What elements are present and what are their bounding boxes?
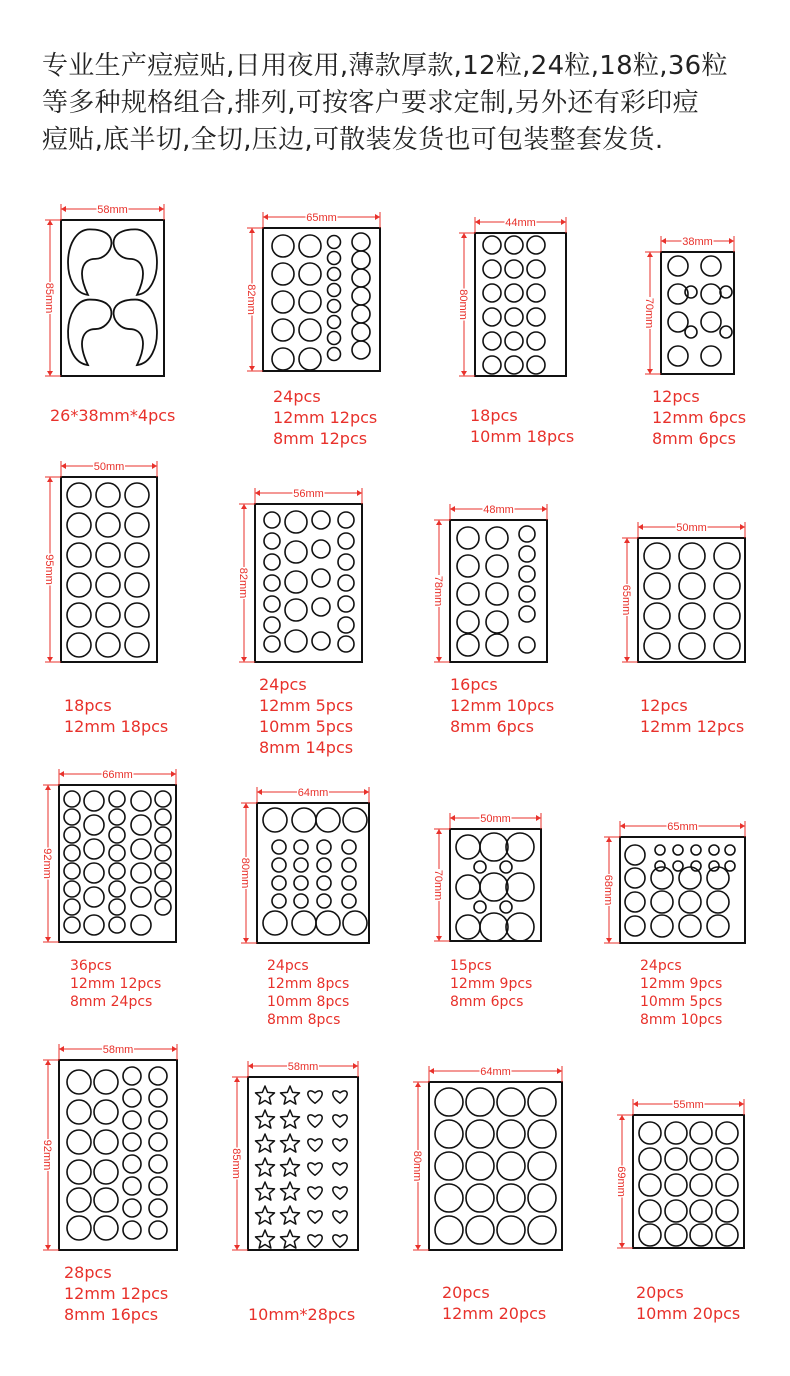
intro-line-1: 专业生产痘痘贴,日用夜用,薄款厚款,12粒,24粒,18粒,36粒	[42, 51, 728, 81]
sticker-sheet-3	[457, 216, 566, 376]
caption-size-line: 10mm 20pcs	[636, 1304, 741, 1323]
width-label: 55mm	[673, 1099, 704, 1111]
sheet-caption	[640, 957, 722, 1029]
caption-total: 10mm*28pcs	[248, 1305, 356, 1324]
caption-size-line: 12mm 9pcs	[450, 976, 533, 992]
sheet-caption	[267, 957, 349, 1029]
width-label: 64mm	[297, 787, 329, 799]
sheet-caption	[640, 695, 744, 737]
sheet-caption	[470, 405, 574, 447]
sheet-caption	[64, 1262, 168, 1325]
sticker-sheet-4	[643, 235, 734, 374]
sticker-sheet-15	[411, 1065, 562, 1250]
sheet-caption	[442, 1282, 546, 1324]
sheet-outline	[450, 520, 547, 662]
height-label: 82mm	[245, 284, 257, 315]
sticker-sheet-13	[41, 1043, 177, 1250]
caption-total: 36pcs	[70, 958, 112, 974]
height-label: 92mm	[41, 848, 53, 879]
sheet-caption	[636, 1282, 740, 1324]
sheet-outline	[61, 220, 164, 376]
caption-total: 16pcs	[450, 675, 498, 694]
height-label: 92mm	[41, 1139, 53, 1171]
caption-total: 24pcs	[259, 675, 307, 694]
caption-size-line: 12mm 10pcs	[450, 696, 555, 715]
caption-size-line: 12mm 9pcs	[640, 976, 723, 992]
height-label: 70mm	[432, 869, 444, 901]
width-label: 50mm	[93, 461, 125, 473]
width-label: 48mm	[483, 504, 514, 516]
caption-size-line: 12mm 20pcs	[442, 1304, 547, 1323]
width-label: 44mm	[505, 217, 536, 229]
width-label: 65mm	[306, 212, 337, 224]
caption-total: 24pcs	[640, 958, 682, 974]
sticker-sheet-6	[237, 487, 362, 662]
width-label: 64mm	[480, 1066, 511, 1078]
sheet-caption	[64, 695, 168, 737]
caption-size-line: 8mm 24pcs	[70, 994, 153, 1010]
sheet-caption	[450, 674, 554, 737]
caption-size-line: 12mm 5pcs	[259, 696, 354, 715]
sheet-caption	[450, 957, 532, 1011]
sticker-sheet-14	[230, 1060, 358, 1250]
caption-total: 20pcs	[442, 1283, 490, 1302]
height-label: 95mm	[43, 554, 55, 585]
caption-size-line: 8mm 16pcs	[64, 1305, 159, 1324]
caption-size-line: 12mm 12pcs	[273, 408, 378, 427]
caption-total: 18pcs	[470, 406, 518, 425]
height-label: 78mm	[432, 575, 444, 607]
caption-total: 26*38mm*4pcs	[50, 406, 176, 425]
caption-size-line: 12mm 12pcs	[640, 717, 745, 736]
sheet-outline	[638, 538, 745, 662]
sticker-sheet-1	[43, 203, 164, 376]
width-label: 50mm	[480, 813, 511, 825]
caption-size-line: 10mm 8pcs	[267, 994, 350, 1010]
sticker-sheet-5	[43, 460, 157, 662]
intro-line-3: 痘贴,底半切,全切,压边,可散装发货也可包装整套发货.	[42, 125, 664, 155]
height-label: 70mm	[643, 297, 655, 329]
caption-size-line: 10mm 5pcs	[259, 717, 354, 736]
caption-total: 20pcs	[636, 1283, 684, 1302]
caption-size-line: 8mm 8pcs	[267, 1012, 341, 1028]
caption-size-line: 8mm 6pcs	[450, 994, 524, 1010]
sheet-outline	[257, 803, 369, 943]
width-label: 65mm	[667, 821, 698, 833]
sticker-sheet-9	[41, 768, 176, 942]
sticker-sheet-12	[602, 820, 745, 943]
sheet-outline	[661, 252, 734, 374]
sheet-outline	[450, 829, 541, 941]
caption-size-line: 8mm 6pcs	[652, 429, 736, 448]
caption-size-line: 12mm 12pcs	[70, 976, 162, 992]
caption-total: 24pcs	[273, 387, 321, 406]
sticker-sheet-7	[432, 503, 547, 662]
caption-size-line: 12mm 12pcs	[64, 1284, 169, 1303]
sticker-sheet-11	[432, 812, 541, 941]
caption-total: 12pcs	[652, 387, 700, 406]
caption-size-line: 10mm 5pcs	[640, 994, 723, 1010]
caption-total: 15pcs	[450, 958, 492, 974]
sheet-outline	[429, 1082, 562, 1250]
sheet-outline	[475, 233, 566, 376]
sheet-caption	[259, 674, 353, 758]
sticker-sheet-16	[615, 1098, 744, 1248]
caption-size-line: 8mm 14pcs	[259, 738, 354, 757]
height-label: 80mm	[457, 289, 469, 320]
caption-total: 28pcs	[64, 1263, 112, 1282]
height-label: 80mm	[239, 857, 251, 889]
height-label: 68mm	[602, 874, 614, 906]
caption-size-line: 8mm 10pcs	[640, 1012, 723, 1028]
sheet-caption	[50, 405, 175, 426]
sheet-outline	[633, 1115, 744, 1248]
height-label: 85mm	[230, 1148, 242, 1179]
width-label: 56mm	[293, 488, 324, 500]
sheet-caption	[273, 386, 377, 449]
caption-size-line: 12mm 6pcs	[652, 408, 747, 427]
caption-total: 18pcs	[64, 696, 112, 715]
height-label: 82mm	[237, 567, 249, 599]
caption-size-line: 8mm 6pcs	[450, 717, 534, 736]
width-label: 66mm	[102, 769, 133, 781]
sticker-sheet-8	[620, 521, 745, 662]
width-label: 58mm	[97, 204, 128, 216]
sheet-caption	[70, 957, 161, 1011]
width-label: 58mm	[102, 1044, 134, 1056]
height-label: 80mm	[411, 1150, 423, 1182]
height-label: 69mm	[615, 1166, 627, 1197]
width-label: 38mm	[682, 236, 713, 248]
caption-size-line: 12mm 8pcs	[267, 976, 350, 992]
sheet-caption	[248, 1304, 355, 1325]
sheet-caption	[652, 386, 746, 449]
caption-size-line: 8mm 12pcs	[273, 429, 368, 448]
sticker-sheet-10	[239, 786, 369, 943]
width-label: 50mm	[676, 522, 707, 534]
height-label: 65mm	[620, 584, 632, 616]
sticker-sheet-2	[245, 211, 380, 371]
width-label: 58mm	[287, 1061, 319, 1073]
caption-total: 24pcs	[267, 958, 309, 974]
caption-total: 12pcs	[640, 696, 688, 715]
caption-size-line: 12mm 18pcs	[64, 717, 169, 736]
height-label: 85mm	[43, 282, 55, 314]
caption-size-line: 10mm 18pcs	[470, 427, 575, 446]
intro-line-2: 等多种规格组合,排列,可按客户要求定制,另外还有彩印痘	[42, 88, 699, 118]
